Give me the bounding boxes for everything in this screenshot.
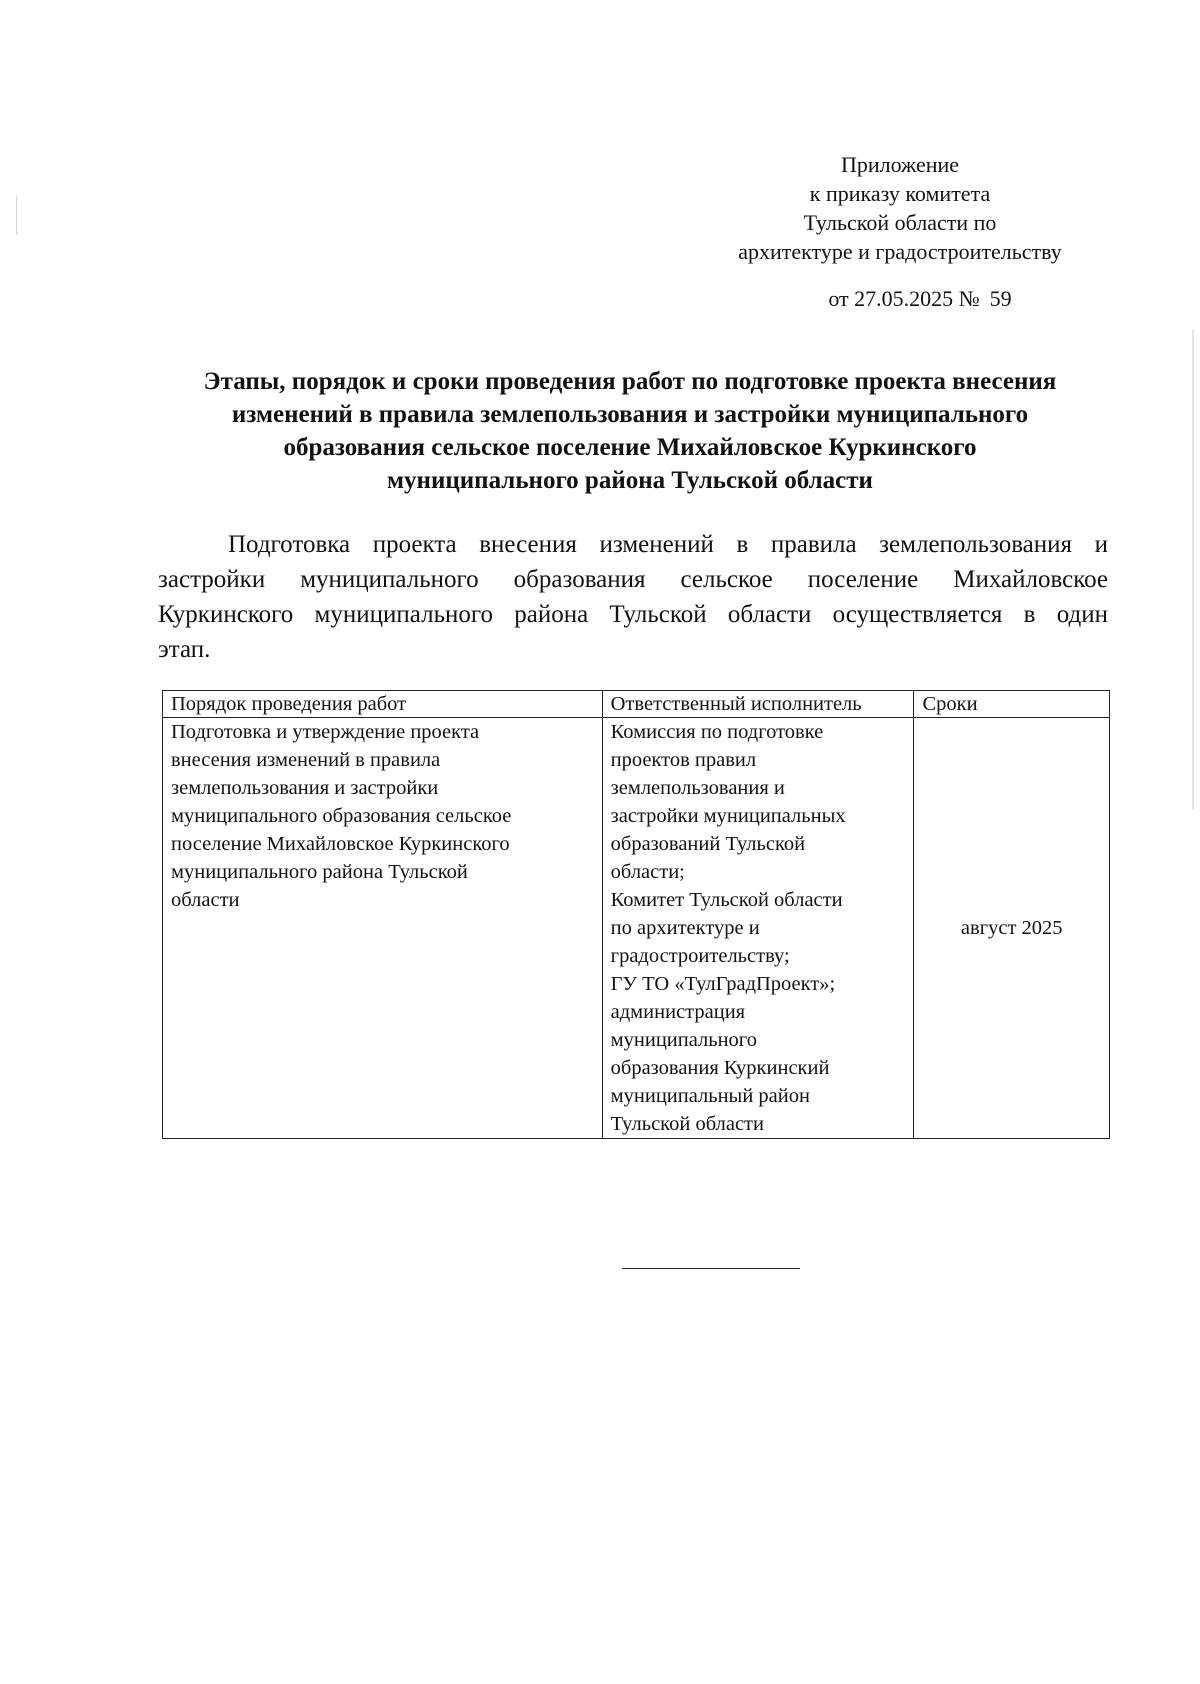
order-date-number <box>700 284 1140 313</box>
appendix-line: архитектуре и градостроительству <box>738 239 1062 264</box>
body-line: застройки муниципального образования сельское поселение Михайловское <box>158 566 1108 593</box>
body-line: этап. <box>158 636 211 663</box>
executor-line: муниципального <box>610 1029 757 1051</box>
executor-cell <box>602 718 914 1139</box>
procedure-line: Подготовка и утверждение проекта <box>171 721 480 743</box>
executor-line: области; <box>610 861 685 883</box>
header-executor: Ответственный исполнитель <box>602 691 914 718</box>
procedure-line: поселение Михайловское Куркинского <box>171 833 510 855</box>
title-line: образования сельское поселение Михайловское Куркинского <box>283 434 977 461</box>
procedure-line: муниципального образования сельское <box>171 805 512 827</box>
order-date: от 27.05.2025 № <box>828 286 980 311</box>
stages-table <box>162 690 1110 1139</box>
procedure-cell <box>163 718 603 1139</box>
table-row <box>163 718 1110 1139</box>
procedure-line: муниципального района Тульской <box>171 861 468 883</box>
executor-line: по архитектуре и <box>610 917 760 939</box>
end-divider <box>622 1268 800 1269</box>
executor-line: градостроительству; <box>610 945 790 967</box>
scan-artifact-left <box>16 195 17 235</box>
executor-line: землепользования и <box>610 777 785 799</box>
body-line: Куркинского муниципального района Тульской области осуществляется в один <box>158 601 1108 628</box>
executor-line: проектов правил <box>610 749 757 771</box>
table-header-row <box>163 691 1110 718</box>
body-line: Подготовка проекта внесения изменений в правила землепользования и <box>228 531 1108 558</box>
body-paragraph <box>158 527 1108 667</box>
appendix-line: Тульской области по <box>803 210 997 235</box>
executor-line: муниципальный район <box>610 1085 810 1107</box>
appendix-line: Приложение <box>840 152 960 177</box>
header-deadline: Сроки <box>914 691 1110 718</box>
executor-line: застройки муниципальных <box>610 805 846 827</box>
executor-line: ГУ ТО «ТулГрадПроект»; <box>610 973 836 995</box>
scan-artifact-right <box>1192 330 1194 810</box>
title-line: муниципального района Тульской области <box>387 467 873 494</box>
executor-line: Комитет Тульской области <box>610 889 843 911</box>
procedure-line: землепользования и застройки <box>171 777 439 799</box>
procedure-line: области <box>171 889 240 911</box>
executor-line: администрация <box>610 1001 746 1023</box>
procedure-line: внесения изменений в правила <box>171 749 441 771</box>
header-procedure: Порядок проведения работ <box>163 691 603 718</box>
title-line: изменений в правила землепользования и застройки муниципального <box>231 401 1029 428</box>
deadline-cell: август 2025 <box>914 718 1110 1139</box>
executor-line: образования Куркинский <box>610 1057 830 1079</box>
appendix-block <box>700 150 1100 266</box>
executor-line: образований Тульской <box>610 833 806 855</box>
document-title <box>150 365 1110 497</box>
executor-line: Комиссия по подготовке <box>610 721 824 743</box>
title-line: Этапы, порядок и сроки проведения работ по подготовке проекта внесения <box>203 368 1057 395</box>
order-number: 59 <box>989 286 1012 311</box>
appendix-line: к приказу комитета <box>809 181 991 206</box>
executor-line: Тульской области <box>610 1113 764 1135</box>
